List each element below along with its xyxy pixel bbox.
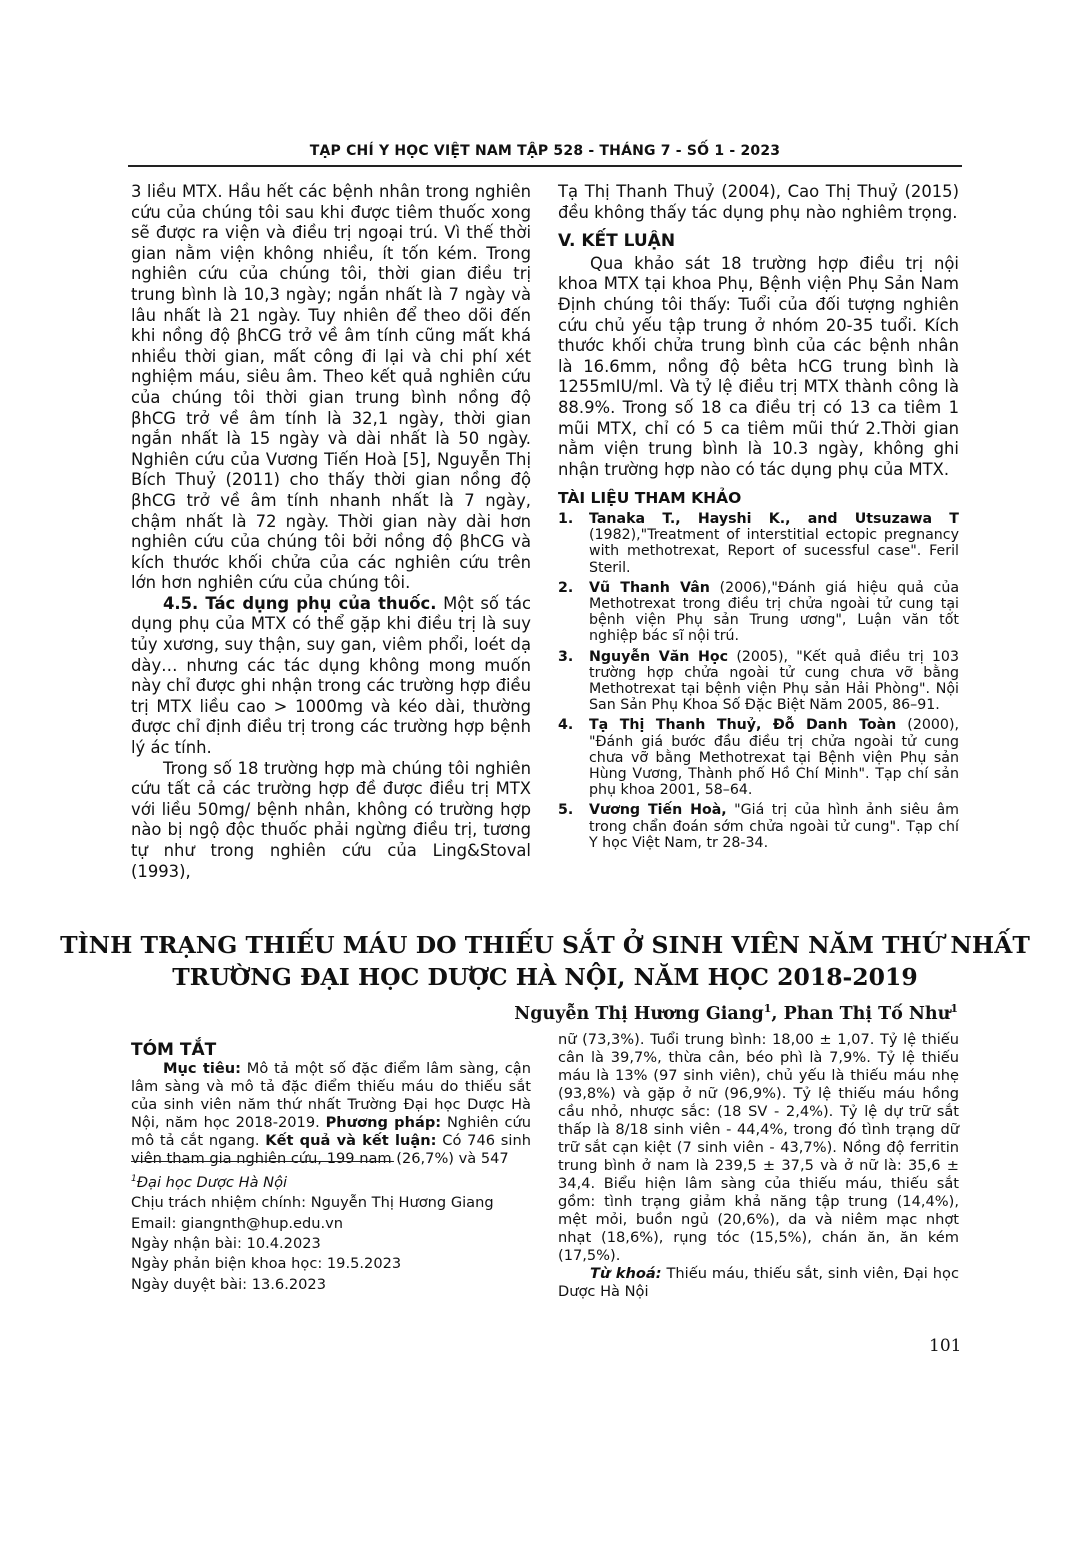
- objective-text: Mô tả một số đặc điểm lâm sàng, cận lâm sàng và mô tả đặc điểm thiếu máu do thiếu sắt của sinh viên năm thứ nhất Trường Đại học Dược Hà Nội, năm học 2018-2019.: [131, 1060, 531, 1131]
- side-effects-text: Một số tác dụng phụ của MTX có thể gặp khi điều trị là suy tủy xương, suy thận, suy gan, viêm phổi, loét dạ dày… nhưng các tác dụng không mong muốn này chỉ được ghi nhận trong các trường hợp điều trị MTX liều cao > 1000mg và kéo dài, thường được chỉ định điều trị trong các trường hợp bệnh lý ác tính.: [131, 593, 531, 758]
- keywords-text: Thiếu máu, thiếu sắt, sinh viên, Đại học Dược Hà Nội: [558, 1265, 959, 1300]
- footnote-rule: [131, 1161, 394, 1162]
- references-heading: TÀI LIỆU THAM KHẢO: [558, 489, 742, 508]
- footnote-mark: 1: [131, 1174, 137, 1184]
- author-affiliation-mark: 1: [763, 1002, 772, 1015]
- reference-item: [558, 511, 959, 576]
- reference-text: (1982),"Treatment of interstitial ectopic pregnancy with methotrexat, Report of sucessful case". Feril Steril.: [589, 527, 959, 576]
- reference-text: (2005), "Kết quả điều trị 103 trường hợp chửa ngoài tử cung chưa vỡ bằng Methotrexat tại bệnh viện Phụ sản Hải Phòng". Nội San Sản Phụ Khoa Số Đặc Biệt Năm 2005, 86–91.: [589, 648, 959, 714]
- abstract-right: [558, 1031, 959, 1301]
- author-name: Nguyễn Thị Hương Giang: [514, 1003, 764, 1024]
- reference-authors: Nguyễn Văn Học: [589, 648, 729, 665]
- results-label: Kết quả và kết luận:: [265, 1132, 437, 1149]
- reference-text: (2000), "Đánh giá bước đầu điều trị chửa ngoài tử cung chưa vỡ bằng Methotrexat tại Bệnh viện Phụ sản Hùng Vương, Thành phố Hồ Chí Minh". Tạp chí sản phụ khoa 2001, 58–64.: [589, 717, 959, 799]
- conclusion-paragraph: Qua khảo sát 18 trường hợp điều trị nội khoa MTX tại khoa Phụ, Bệnh viện Phụ Sản Nam Định chúng tôi thấy: Tuổi của đối tượng nghiên cứu chủ yếu tập trung ở nhóm 20-35 tuổi. Kích thước khối chửa trung bình của các bệnh nhân là 16.6mm, nồng độ bêta hCG trung bình là 1255mIU/ml. Và tỷ lệ điều trị MTX thành công là 88.9%. Trong số 18 ca điều trị có 13 ca tiêm 1 mũi MTX, chỉ có 5 ca tiêm mũi thứ 2.Thời gian nằm viện trung bình là 10.3 ngày, không ghi nhận trường hợp nào có tác dụng phụ của MTX.: [558, 253, 959, 479]
- abstract-left: [131, 1060, 531, 1168]
- reference-item: [558, 802, 959, 851]
- running-header: TẠP CHÍ Y HỌC VIỆT NAM TẬP 528 - THÁNG 7 - SỐ 1 - 2023: [309, 143, 781, 159]
- footnote-review-date: Ngày phản biện khoa học: 19.5.2023: [131, 1255, 402, 1273]
- reference-item: [558, 580, 959, 645]
- objective-label: Mục tiêu:: [163, 1060, 241, 1077]
- reference-number: 3.: [558, 648, 574, 665]
- article-title-line-1: TÌNH TRẠNG THIẾU MÁU DO THIẾU SẮT Ở SINH VIÊN NĂM THỨ NHẤT: [60, 931, 1030, 959]
- right-paragraph-1: Tạ Thị Thanh Thuỷ (2004), Cao Thị Thuỷ (2015) đều không thấy tác dụng phụ nào nghiêm trọng.: [558, 182, 959, 222]
- footnotes: [131, 1169, 494, 1295]
- footnote-email: Email: giangnth@hup.edu.vn: [131, 1214, 344, 1232]
- author-separator: ,: [771, 1003, 784, 1024]
- left-paragraph-1: 3 liều MTX. Hầu hết các bệnh nhân trong nghiên cứu của chúng tôi sau khi được tiêm thuốc xong sẽ được ra viện và điều trị ngoại trú. Vì thế thời gian nằm viện không nhiều, ít tốn kém. Trong nghiên cứu của chúng tôi, thời gian điều trị trung bình là 10,3 ngày; ngắn nhất là 7 ngày và lâu nhất là 21 ngày. Tuy nhiên để theo dõi đến khi nồng độ βhCG trở về âm tính cũng mất khá nhiều thời gian, mất công đi lại và chi phí xét nghiệm máu, siêu âm. Theo kết quả nghiên cứu của chúng tôi thời gian trung bình nồng độ βhCG trở về âm tính là 32,1 ngày, thời gian ngắn nhất là 15 ngày và dài nhất là 50 ngày. Nghiên cứu của Vương Tiến Hoà [5], Nguyễn Thị Bích Thuỷ (2011) cho thấy thời gian nồng độ βhCG trở về âm tính nhanh nhất là 7 ngày, chậm nhất là 72 ngày. Thời gian này dài hơn nghiên cứu của chúng tôi bởi nồng độ βhCG và kích thước khối chửa của các nghiên cứu trên lớn hơn nghiên cứu của chúng tôi.: [131, 182, 531, 593]
- reference-number: 1.: [558, 510, 574, 527]
- abstract-results-continued: nữ (73,3%). Tuổi trung bình: 18,00 ± 1,07. Tỷ lệ thiếu cân là 39,7%, thừa cân, béo phì là 7,9%. Tỷ lệ thiếu máu là 13% (97 sinh viên), chủ yếu là thiếu máu nhẹ (93,8%) và gặp ở nữ (96,9%). Tỷ lệ thiếu máu hồng cầu nhỏ, nhược sắc: (18 SV - 2,4%). Tỷ lệ dự trữ sắt thấp là 8/18 sinh viên - 44,4%, trong đó tình trạng dữ trữ sắt cạn kiệt (7 sinh viên - 43,7%). Nồng độ ferritin trung bình ở nam là 239,5 ± 37,5 và ở nữ là: 35,6 ± 34,4. Biểu hiện lâm sàng của thiếu máu, thiếu sắt gồm: tình trạng giảm khả năng tập trung (14,4%), mệt mỏi, buồn ngủ (20,6%), da và niêm mạc nhợt nhạt (18,6%), rụng tóc (15,5%), chán ăn, ăn kém (17,5%).: [558, 1031, 959, 1264]
- article-title-line-2: TRƯỜNG ĐẠI HỌC DƯỢC HÀ NỘI, NĂM HỌC 2018-2019: [172, 963, 918, 991]
- left-paragraph-2: [131, 594, 531, 759]
- article-title: [0, 929, 1090, 993]
- reference-list: [558, 511, 959, 851]
- author-line: [514, 1002, 958, 1024]
- section-heading-conclusion: V. KẾT LUẬN: [558, 231, 676, 252]
- reference-authors: Vương Tiến Hoà,: [589, 802, 727, 819]
- reference-item: [558, 649, 959, 714]
- author-affiliation-mark: 1: [950, 1002, 958, 1015]
- left-paragraph-3: Trong số 18 trường hợp mà chúng tôi nghiên cứu tất cả các trường hợp đề được điều trị MTX với liều 50mg/ bệnh nhân, không có trường hợp nào bị ngộ độc thuốc phải ngừng điều trị, tương tự như trong nghiên cứu của Ling&Stoval (1993),: [131, 758, 531, 881]
- reference-authors: Vũ Thanh Vân: [589, 579, 710, 596]
- abstract-paragraph: [131, 1060, 531, 1168]
- left-column: [131, 182, 531, 882]
- footnote-received-date: Ngày nhận bài: 10.4.2023: [131, 1235, 321, 1253]
- affiliation-text: Đại học Dược Hà Nội: [136, 1173, 288, 1191]
- method-label: Phương pháp:: [325, 1114, 442, 1131]
- header-rule: [128, 165, 962, 167]
- footnote-responsible: Chịu trách nhiệm chính: Nguyễn Thị Hương Giang: [131, 1194, 494, 1212]
- footnote-approval-date: Ngày duyệt bài: 13.6.2023: [131, 1275, 326, 1293]
- reference-authors: Tanaka T., Hayshi K., and Utsuzawa T: [589, 510, 959, 527]
- keywords: [558, 1265, 959, 1301]
- footnote-affiliation: [131, 1169, 494, 1193]
- method-text: Nghiên cứu mô tả cắt ngang.: [131, 1114, 531, 1149]
- abstract-heading: TÓM TẮT: [131, 1040, 217, 1060]
- section-heading-side-effects: 4.5. Tác dụng phụ của thuốc.: [163, 593, 437, 613]
- reference-number: 5.: [558, 802, 574, 819]
- right-column: [558, 182, 959, 855]
- reference-text: "Giá trị của hình ảnh siêu âm trong chẩn đoán sớm chửa ngoài tử cung". Tạp chí Y học Việt Nam, tr 28-34.: [589, 802, 960, 851]
- reference-number: 4.: [558, 717, 574, 734]
- author-name: Phan Thị Tố Như: [783, 1003, 951, 1024]
- reference-authors: Tạ Thị Thanh Thuỷ, Đỗ Danh Toàn: [589, 717, 897, 734]
- results-text: Có 746 sinh viên tham gia nghiên cứu, 199 nam (26,7%) và 547: [131, 1132, 531, 1167]
- reference-item: [558, 717, 959, 798]
- reference-text: (2006),"Đánh giá hiệu quả của Methotrexat trong điều trị chửa ngoài tử cung tại bệnh viện Phụ sản Trung ương", Luận văn tốt nghiệp bác sĩ nội trú.: [589, 579, 960, 645]
- reference-number: 2.: [558, 579, 574, 596]
- keywords-label: Từ khoá:: [590, 1265, 662, 1282]
- page-number: 101: [929, 1336, 962, 1356]
